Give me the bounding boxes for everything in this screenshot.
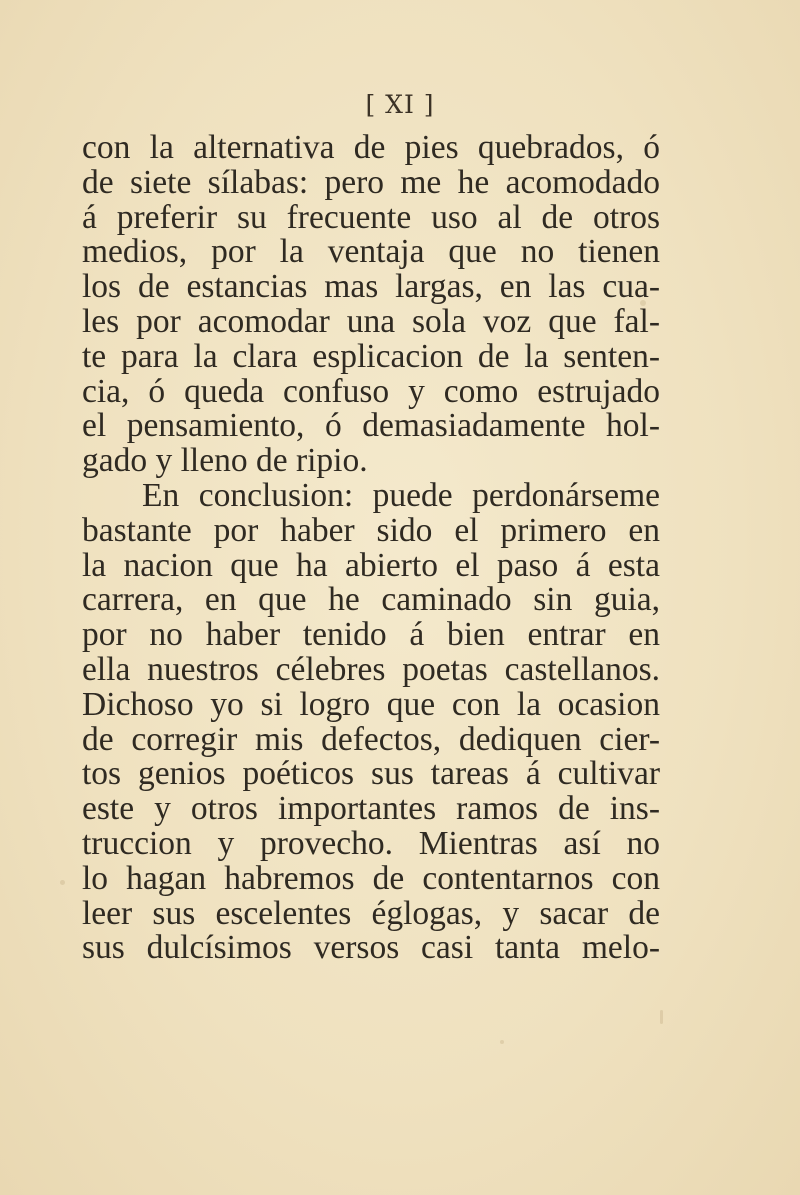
text-line: á preferir su frecuente uso al de otros	[82, 198, 660, 236]
body-text	[82, 131, 660, 966]
text-line: ella nuestros célebres poetas castellanos.	[82, 650, 660, 688]
text-line: lo hagan habremos de contentarnos con	[82, 859, 660, 897]
text-line: la nacion que ha abierto el paso á esta	[82, 546, 660, 584]
text-line: cia, ó queda confuso y como estrujado	[82, 372, 660, 410]
text-line: leer sus escelentes églogas, y sacar de	[82, 894, 660, 932]
text-line: carrera, en que he caminado sin guia,	[82, 581, 660, 619]
text-line: los de estancias mas largas, en las cua-	[82, 268, 660, 306]
text-line: sus dulcísimos versos casi tanta melo-	[82, 929, 660, 967]
paper-spot	[660, 1010, 663, 1024]
paper-spot	[500, 1040, 504, 1044]
text-line: les por acomodar una sola voz que fal-	[82, 302, 660, 340]
text-line: el pensamiento, ó demasiadamente hol-	[82, 407, 660, 445]
paragraph-start-line: En conclusion: puede perdonárseme	[142, 476, 660, 514]
text-line: este y otros importantes ramos de ins-	[82, 790, 660, 828]
paper-spot	[60, 880, 65, 885]
text-line: te para la clara esplicacion de la senten-	[82, 337, 660, 375]
text-line: Dichoso yo si logro que con la ocasion	[82, 685, 660, 723]
text-line: truccion y provecho. Mientras así no	[82, 824, 660, 862]
text-line: gado y lleno de ripio.	[82, 442, 368, 480]
text-line: de corregir mis defectos, dediquen cier-	[82, 720, 660, 758]
text-line: con la alternativa de pies quebrados, ó	[82, 129, 660, 166]
text-line: medios, por la ventaja que no tienen	[82, 233, 660, 271]
page-number: [ XI ]	[365, 90, 435, 119]
text-line: bastante por haber sido el primero en	[82, 511, 660, 549]
text-line: por no haber tenido á bien entrar en	[82, 616, 660, 654]
text-line: de siete sílabas: pero me he acomodado	[82, 163, 660, 201]
text-line: tos genios poéticos sus tareas á cultivar	[82, 755, 660, 793]
